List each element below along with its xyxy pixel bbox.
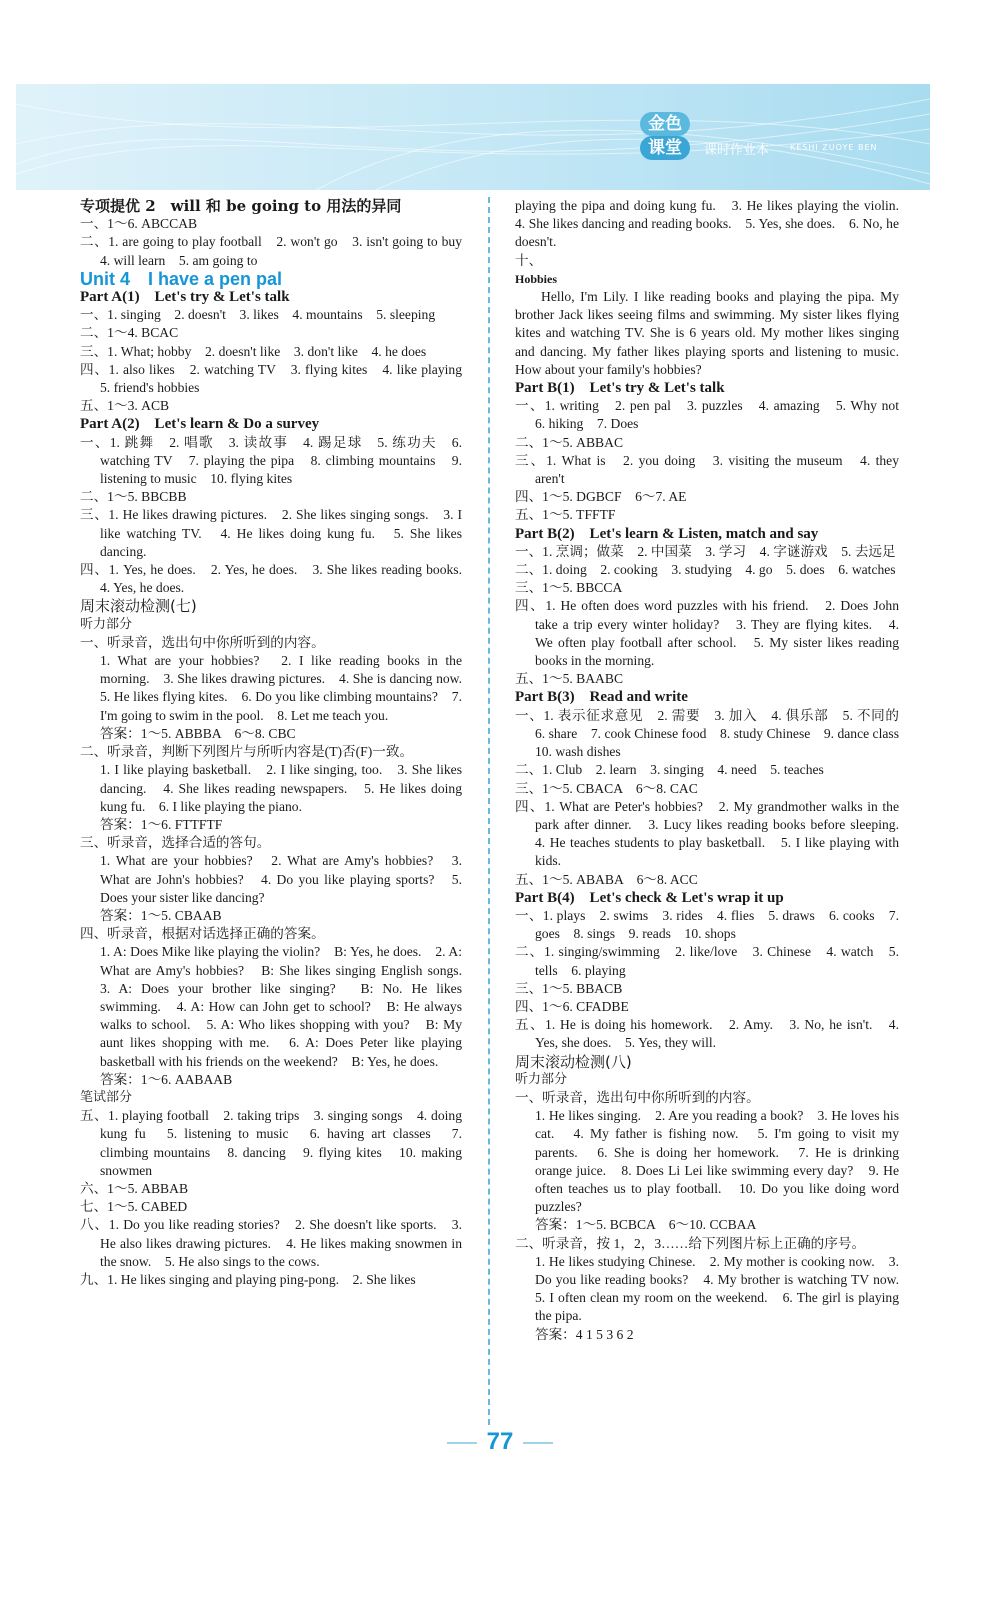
answer-line: 一、1. 跳舞 2. 唱歌 3. 读故事 4. 踢足球 5. 练功夫 6. watching TV 7. playing the pipa 8. climbing mountains 9. listening to music 10. flying kites — [80, 434, 462, 487]
question-label: 十、 — [515, 252, 543, 268]
brand-top: 金色 — [640, 112, 690, 136]
answer-line: 五、1～5. ABABA 6～8. ACC — [515, 871, 698, 887]
part-heading: Part B(2) Let's learn & Listen, match and say — [515, 525, 819, 542]
column-divider — [488, 197, 490, 1425]
written-heading: 笔试部分 — [80, 1089, 133, 1105]
answer-line: 答案：1～6. AABAAB — [100, 1071, 233, 1087]
listening-heading: 听力部分 — [515, 1071, 568, 1087]
answer-line: 二、1. singing/swimming 2. like/love 3. Chinese 4. watch 5. tells 6. playing — [515, 944, 899, 978]
question-heading: 二、听录音，判断下列图片与所听内容是(T)否(F)一致。 — [80, 744, 414, 760]
right-column — [515, 197, 913, 1344]
brand-bottom: 课堂 — [640, 136, 690, 160]
answer-line: 三、1. What is 2. you doing 3. visiting the museum 4. they aren't — [515, 452, 899, 487]
answer-line: playing the pipa and doing kung fu. 3. He likes playing the violin. 4. She likes dancing and reading books. 5. Yes, she does. 6. No, he doesn't. — [515, 198, 913, 250]
answer-line: 五、1. He is doing his homework. 2. Amy. 3. No, he isn't. 4. Yes, she does. 5. Yes, they will. — [515, 1017, 899, 1051]
answer-line: 五、1～5. BAABC — [515, 671, 624, 687]
answer-line: 答案：1～5. ABBBA 6～8. CBC — [100, 725, 296, 741]
answer-line: 答案：1～5. BCBCA 6～10. CCBAA — [535, 1217, 757, 1233]
answer-line: 答案：4 1 5 3 6 2 — [535, 1326, 634, 1342]
answer-line: 四、1. also likes 2. watching TV 3. flying kites 4. like playing 5. friend's hobbies — [80, 361, 476, 396]
brand-sub: 课时作业本 — [704, 143, 770, 158]
answer-line: 二、1. Club 2. learn 3. singing 4. need 5. teaches — [515, 762, 824, 778]
question-heading: 三、听录音，选择合适的答句。 — [80, 835, 271, 851]
test-heading: 周末滚动检测(八) — [515, 1052, 632, 1071]
script-text: 1. A: Does Mike like playing the violin? B: Yes, he does. 2. A: What are Amy's hobbies? B: She likes singing English songs. 3. A: Does your brother like singing? B: No. He likes swimming. 4. A: How can John get to school? B: He always walks to school. 5. A: Who likes shopping with you? B: My aunt likes shopping with me. 6. A: Does Peter like playing basketball with his friends on the weekend? B: Yes, he does. — [100, 944, 476, 1069]
answer-line: 三、1～5. BBCCA — [515, 580, 623, 596]
unit-title: Unit 4 I have a pen pal — [80, 268, 283, 289]
answer-line: 二、1. are going to play football 2. won't go 3. isn't going to buy 4. will learn 5. am going to — [80, 234, 476, 268]
part-heading: Part B(4) Let's check & Let's wrap it up — [515, 889, 784, 906]
part-heading: Part A(1) Let's try & Let's talk — [80, 289, 290, 306]
answer-line: 一、1. 烹调；做菜 2. 中国菜 3. 学习 4. 字谜游戏 5. 去远足 — [515, 543, 896, 559]
question-heading: 一、听录音，选出句中你所听到的内容。 — [80, 634, 325, 650]
answer-line: 一、1. writing 2. pen pal 3. puzzles 4. amazing 5. Why not 6. hiking 7. Does — [515, 398, 913, 432]
test-heading: 周末滚动检测(七) — [80, 597, 197, 616]
essay-title: Hobbies — [515, 271, 558, 286]
answer-line: 一、1. plays 2. swims 3. rides 4. flies 5. draws 6. cooks 7. goes 8. sings 9. reads 10. shops — [515, 907, 899, 942]
listening-heading: 听力部分 — [80, 616, 133, 632]
question-heading: 四、听录音，根据对话选择正确的答案。 — [80, 926, 325, 942]
brand-pinyin: KESHI ZUOYE BEN — [790, 143, 878, 152]
answer-line: 四、1. He often does word puzzles with his friend. 2. Does John take a trip every winter holiday? 3. They are flying kites. 4. We often play football after school. 5. My sister likes reading books in the morning. — [515, 598, 899, 669]
answer-line: 六、1～5. ABBAB — [80, 1180, 189, 1196]
answer-line: 三、1～5. BBACB — [515, 980, 623, 996]
answer-line: 九、1. He likes singing and playing ping-pong. 2. She likes — [80, 1271, 416, 1287]
answer-line: 二、1～4. BCAC — [80, 325, 179, 341]
answer-line: 五、1～3. ACB — [80, 398, 170, 414]
answer-line: 二、1. doing 2. cooking 3. studying 4. go 5. does 6. watches — [515, 562, 896, 578]
answer-line: 五、1～5. TFFTF — [515, 507, 616, 523]
answer-line: 四、1. Yes, he does. 2. Yes, he does. 3. She likes reading books. 4. Yes, he does. — [80, 562, 476, 596]
answer-line: 一、1. 表示征求意见 2. 需要 3. 加入 4. 俱乐部 5. 不同的 6. share 7. cook Chinese food 8. study Chinese 9. dance class 10. wash dishes — [515, 707, 913, 760]
answer-line: 答案：1～6. FTTFTF — [100, 816, 223, 832]
answer-line: 四、1～6. CFADBE — [515, 998, 629, 1014]
answer-line: 一、1. singing 2. doesn't 3. likes 4. mountains 5. sleeping — [80, 307, 436, 323]
answer-line: 四、1～5. DGBCF 6～7. AE — [515, 489, 687, 505]
answer-line: 三、1～5. CBACA 6～8. CAC — [515, 780, 698, 796]
part-heading: Part A(2) Let's learn & Do a survey — [80, 416, 320, 433]
script-text: 1. What are your hobbies? 2. What are Amy's hobbies? 3. What are John's hobbies? 4. Do you like playing sports? 5. Does your sister like dancing? — [100, 853, 462, 905]
essay-text: Hello, I'm Lily. I like reading books and playing the pipa. My brother Jack likes seeing films and swimming. My sister likes flying kites and watching TV. She is 6 years old. My mother likes singing and dancing. My father likes playing sports and listening to music. How about your family's hobbies? — [515, 289, 899, 377]
answer-line: 五、1. playing football 2. taking trips 3. singing songs 4. doing kung fu 5. listening to music 6. having art classes 7. climbing mountains 8. dancing 9. flying kites 10. making snowmen — [80, 1108, 462, 1178]
question-heading: 一、听录音，选出句中你所听到的内容。 — [515, 1089, 760, 1105]
question-heading: 二、听录音，按 1，2，3……给下列图片标上正确的序号。 — [515, 1235, 866, 1251]
left-column — [80, 197, 476, 1289]
script-text: 1. What are your hobbies? 2. I like reading books in the morning. 3. She likes drawing pictures. 4. She is dancing now. 5. He likes flying kites. 6. Do you like climbing mountains? 7. I'm going to swim in the pool. 8. Let me teach you. — [100, 653, 476, 723]
answer-line: 三、1. He likes drawing pictures. 2. She likes singing songs. 3. I like watching TV. 4. He likes doing kung fu. 5. She likes dancing. — [80, 507, 462, 559]
answer-line: 三、1. What; hobby 2. doesn't like 3. don't like 4. he does — [80, 343, 427, 359]
script-text: 1. I like playing basketball. 2. I like singing, too. 3. She likes dancing. 4. She likes reading newspapers. 5. He likes doing kung fu. 6. I like playing the piano. — [100, 762, 462, 814]
answer-line: 答案：1～5. CBAAB — [100, 907, 222, 923]
script-text: 1. He likes studying Chinese. 2. My mother is cooking now. 3. Do you like reading books? 4. My brother is watching TV now. 5. I often clean my room on the weekend. 6. The girl is playing the pipa. — [535, 1253, 913, 1324]
part-heading: Part B(1) Let's try & Let's talk — [515, 380, 725, 397]
answer-line: 八、1. Do you like reading stories? 2. She doesn't like sports. 3. He also likes drawing pictures. 4. He likes making snowmen in the snow. 5. He also sings to the cows. — [80, 1217, 462, 1269]
answer-line: 二、1～5. ABBAC — [515, 434, 624, 450]
answer-line: 四、1. What are Peter's hobbies? 2. My grandmother walks in the park after dinner. 3. Lucy likes reading books before sleeping. 4. He teaches students to play basketball. 5. I like playing with kids. — [515, 798, 913, 869]
part-heading: Part B(3) Read and write — [515, 689, 688, 706]
script-text: 1. He likes singing. 2. Are you reading a book? 3. He loves his cat. 4. My father is fishing now. 5. I'm going to visit my parents. 6. She is doing her homework. 7. He is drinking orange juice. 8. Does Li Lei like swimming every day? 9. He often teaches us to play football. 10. Do you like doing word puzzles? — [535, 1108, 899, 1215]
answer-line: 七、1～5. CABED — [80, 1199, 188, 1215]
answer-line: 一、1～6. ABCCAB — [80, 216, 198, 232]
answer-line: 二、1～5. BBCBB — [80, 489, 187, 505]
page-number: 77 — [0, 1428, 1000, 1456]
section-title: 专项提优 2 will 和 be going to 用法的异同 — [80, 197, 402, 215]
brand-logo — [640, 112, 910, 162]
